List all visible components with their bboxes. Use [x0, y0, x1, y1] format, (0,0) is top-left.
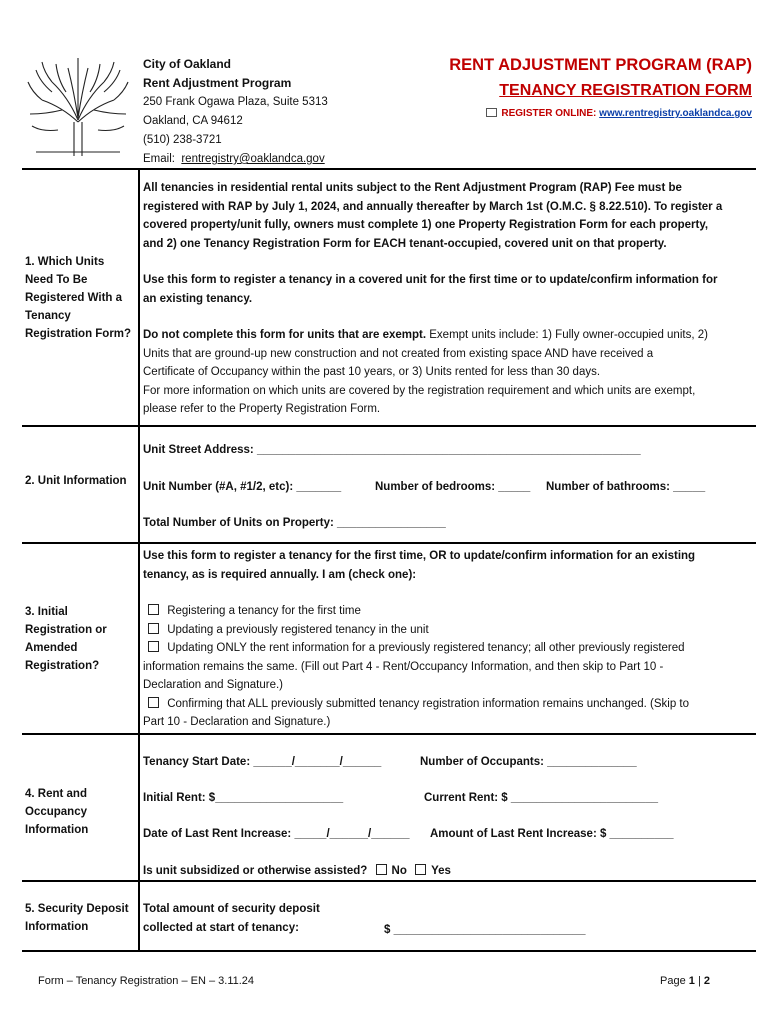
- section-3-label: [22, 544, 140, 733]
- label-line: Amended: [25, 642, 78, 654]
- text-fragment: Exempt units include: 1) Fully owner-occupied units, 2): [426, 329, 708, 341]
- organization-block: [143, 55, 328, 169]
- option-label-continued: Part 10 - Declaration and Signature.): [143, 716, 331, 728]
- subsidized-label: Is unit subsidized or otherwise assisted?: [143, 865, 368, 877]
- bathrooms-field[interactable]: Number of bathrooms: _____: [546, 481, 706, 493]
- org-email-row: [143, 150, 328, 169]
- section-rent-occupancy: [22, 735, 756, 882]
- option-confirming[interactable]: [143, 695, 750, 714]
- register-url-link[interactable]: www.rentregistry.oaklandca.gov: [599, 108, 752, 119]
- yes-label: Yes: [431, 865, 451, 877]
- option-label: Registering a tenancy for the first time: [167, 605, 361, 617]
- section-1-label: [22, 170, 140, 425]
- text-line: Use this form to register a tenancy in a covered unit for the first time or to update/confirm information for: [143, 274, 718, 286]
- text-line: tenancy, as is required annually. I am (check one):: [143, 568, 417, 581]
- label-line: Registration or: [25, 624, 107, 636]
- registration-form: [22, 168, 756, 952]
- label-line: Information: [25, 824, 89, 836]
- email-link[interactable]: rentregistry@oaklandca.gov: [181, 153, 325, 165]
- option-label-continued: Declaration and Signature.): [143, 679, 283, 691]
- label-line: Tenancy: [25, 310, 71, 322]
- option-updating[interactable]: [143, 621, 750, 640]
- label-line: Occupancy: [25, 806, 87, 818]
- section-which-units: [22, 170, 756, 427]
- last-rent-increase-date-field[interactable]: Date of Last Rent Increase: _____/______/______: [143, 828, 410, 840]
- label-line: 2. Unit Information: [25, 475, 127, 487]
- text-line: Certificate of Occupancy within the past 10 years, or 3) Units rented for less than 30 days.: [143, 366, 601, 378]
- label-line: 5. Security Deposit: [25, 903, 129, 915]
- register-label: REGISTER ONLINE:: [501, 108, 597, 119]
- no-label: No: [391, 865, 407, 877]
- section-4-content: [143, 735, 750, 880]
- option-label-continued: information remains the same. (Fill out Part 4 - Rent/Occupancy Information, and then skip to Part 10 -: [143, 660, 664, 673]
- label-line: Need To Be: [25, 274, 88, 286]
- option-rent-only[interactable]: [143, 639, 750, 658]
- city-of-oakland-tree-logo: [22, 52, 134, 158]
- section-unit-information: [22, 427, 756, 544]
- initial-rent-field[interactable]: Initial Rent: $____________________: [143, 792, 344, 804]
- text-line: Total amount of security deposit: [143, 903, 320, 915]
- option-label: Confirming that ALL previously submitted tenancy registration information remains unchanged. (Skip to: [167, 697, 690, 710]
- unit-number-field[interactable]: Unit Number (#A, #1/2, etc): _______: [143, 481, 342, 493]
- number-of-occupants-field[interactable]: Number of Occupants: ______________: [420, 756, 637, 768]
- section-5-content: [143, 882, 750, 950]
- checkbox-icon[interactable]: [148, 623, 159, 634]
- subsidized-question: [143, 864, 451, 877]
- bedrooms-field[interactable]: Number of bedrooms: _____: [375, 481, 531, 493]
- text-line: Units that are ground-up new construction and not created from existing space AND have received a: [143, 347, 654, 360]
- registration-type-intro: [143, 547, 750, 584]
- section-2-content: [143, 427, 750, 542]
- text-line: For more information on which units are covered by the registration requirement and which units are exempt,: [143, 384, 696, 397]
- option-first-time[interactable]: [143, 602, 750, 621]
- exempt-warning: Do not complete this form for units that are exempt.: [143, 329, 427, 341]
- org-address-line: Oakland, CA 94612: [143, 115, 243, 127]
- text-line: please refer to the Property Registration Form.: [143, 403, 381, 415]
- option-label: Updating ONLY the rent information for a previously registered tenancy; all other previously registered: [167, 642, 685, 654]
- tenancy-start-date-field[interactable]: Tenancy Start Date: ______/_______/______: [143, 756, 382, 768]
- page-separator: |: [697, 975, 701, 987]
- checkbox-icon[interactable]: [148, 697, 159, 708]
- register-online: [449, 108, 752, 119]
- checkbox-icon[interactable]: [148, 641, 159, 652]
- computer-icon: [486, 108, 497, 117]
- page-current: 1: [688, 975, 695, 987]
- text-line: registered with RAP by July 1, 2024, and annually thereafter by March 1st (O.M.C. § 8.22.510). To register a: [143, 200, 723, 213]
- org-phone: (510) 238-3721: [143, 134, 222, 146]
- text-line: Use this form to register a tenancy for the first time, OR to update/confirm information for an existing: [143, 550, 696, 562]
- registration-requirement-text: [143, 179, 750, 253]
- text-line: [143, 326, 750, 345]
- section-security-deposit: [22, 882, 756, 952]
- org-address-line: 250 Frank Ogawa Plaza, Suite 5313: [143, 96, 328, 108]
- checkbox-yes-icon[interactable]: [415, 864, 426, 875]
- text-line: covered property/unit fully, owners must complete 1) one Property Registration Form for each property,: [143, 219, 709, 231]
- text-line: All tenancies in residential rental units subject to the Rent Adjustment Program (RAP) Fee must be: [143, 182, 682, 194]
- registration-options: [143, 602, 750, 732]
- section-2-label: [22, 427, 140, 542]
- checkbox-icon[interactable]: [148, 604, 159, 615]
- form-title: TENANCY REGISTRATION FORM: [499, 82, 752, 99]
- email-label: Email:: [143, 153, 175, 165]
- form-usage-text: [143, 271, 750, 308]
- title-block: [449, 56, 752, 119]
- program-title: RENT ADJUSTMENT PROGRAM (RAP): [449, 56, 752, 74]
- org-program: Rent Adjustment Program: [143, 76, 292, 90]
- option-label: Updating a previously registered tenancy in the unit: [167, 623, 429, 636]
- org-name: City of Oakland: [143, 57, 232, 71]
- total-units-field[interactable]: Total Number of Units on Property: _________________: [143, 517, 446, 529]
- section-5-label: [22, 882, 140, 950]
- unit-street-address-field[interactable]: Unit Street Address: ____________________________________________________________: [143, 444, 641, 456]
- last-rent-increase-amount-field[interactable]: Amount of Last Rent Increase: $ __________: [430, 828, 674, 840]
- page-label: Page: [660, 975, 686, 987]
- section-4-label: [22, 735, 140, 880]
- text-line: and 2) one Tenancy Registration Form for EACH tenant-occupied, covered unit on that property.: [143, 237, 667, 250]
- label-line: Information: [25, 921, 89, 933]
- label-line: Registration Form?: [25, 328, 132, 340]
- current-rent-field[interactable]: Current Rent: $ _______________________: [424, 792, 658, 804]
- label-line: 1. Which Units: [25, 256, 105, 268]
- checkbox-no-icon[interactable]: [376, 864, 387, 875]
- section-1-content: [143, 170, 750, 425]
- label-line: 4. Rent and: [25, 788, 87, 800]
- section-3-content: [143, 544, 750, 733]
- label-line: 3. Initial: [25, 606, 68, 618]
- section-initial-or-amended: [22, 544, 756, 735]
- text-line: collected at start of tenancy:: [143, 921, 299, 934]
- label-line: Registration?: [25, 660, 100, 672]
- security-deposit-field[interactable]: $ ______________________________: [384, 924, 586, 936]
- footer-page-number: [660, 975, 710, 987]
- label-line: Registered With a: [25, 292, 123, 304]
- exemption-text: [143, 326, 750, 419]
- page-total: 2: [703, 975, 710, 987]
- text-line: an existing tenancy.: [143, 292, 253, 305]
- footer-form-id: Form – Tenancy Registration – EN – 3.11.24: [38, 975, 255, 987]
